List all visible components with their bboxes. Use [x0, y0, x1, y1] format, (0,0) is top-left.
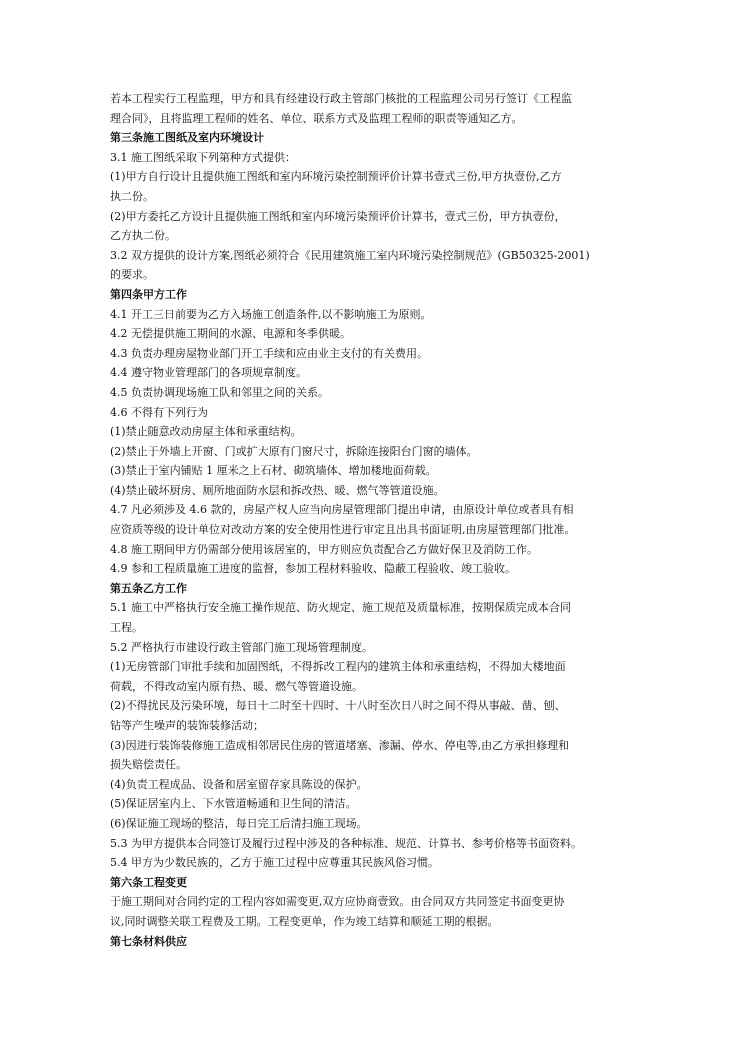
paragraph-line: 理合同》，且将监理工程师的姓名、单位、联系方式及监理工程师的职责等通知乙方。: [110, 111, 523, 125]
paragraph-line: 4.8 施工期间甲方仍需部分使用该居室的，甲方则应负责配合乙方做好保卫及消防工作。: [110, 542, 538, 556]
paragraph-line: 4.9 参和工程质量施工进度的监督，参加工程材料验收、隐蔽工程验收、竣工验收。: [110, 562, 516, 576]
paragraph-line: 4.1 开工三日前要为乙方入场施工创造条件,以不影响施工为原则。: [110, 307, 432, 321]
paragraph-line: 若本工程实行工程监理，甲方和具有经建设行政主管部门核批的工程监理公司另行签订《工程监: [110, 92, 572, 105]
paragraph-line: 应资质等级的设计单位对改动方案的安全使用性进行审定且出具书面证明,由房屋管理部门批准。: [110, 523, 576, 537]
paragraph-line: (4)负责工程成品、设备和居室留存家具陈设的保护。: [110, 777, 368, 791]
paragraph-line: (2)禁止于外墙上开窗、门或扩大原有门窗尺寸，拆除连接阳台门窗的墙体。: [110, 444, 478, 458]
paragraph-line: 4.5 负责协调现场施工队和邻里之间的关系。: [110, 385, 329, 399]
paragraph-line: 3.1 施工图纸采取下列第种方式提供：: [110, 150, 296, 164]
paragraph-line: 荷载，不得改动室内原有热、暖、燃气等管道设施。: [110, 679, 363, 693]
paragraph-line: 5.1 施工中严格执行安全施工操作规范、防火规定、施工规范及质量标准，按期保质完成本合同: [110, 601, 571, 615]
section-heading: 第六条工程变更: [110, 875, 187, 889]
paragraph-line: 4.6 不得有下列行为: [110, 405, 208, 419]
paragraph-line: 4.3 负责办理房屋物业部门开工手续和应由业主支付的有关费用。: [110, 346, 428, 360]
paragraph-line: 3.2 双方提供的设计方案,图纸必须符合《民用建筑施工室内环境污染控制规范》(GB50325-2001): [110, 248, 590, 262]
paragraph-line: 5.4 甲方为少数民族的，乙方于施工过程中应尊重其民族风俗习惯。: [110, 856, 439, 870]
paragraph-line: 5.3 为甲方提供本合同签订及履行过程中涉及的各种标准、规范、计算书、参考价格等书面资料。: [110, 836, 582, 850]
paragraph-line: (1)无房管部门审批手续和加固图纸，不得拆改工程内的建筑主体和承重结构，不得加大楼地面: [110, 660, 566, 674]
paragraph-line: 4.4 遵守物业管理部门的各项规章制度。: [110, 366, 307, 380]
section-heading: 第七条材料供应: [110, 934, 187, 948]
paragraph-line: 损失赔偿责任。: [110, 758, 187, 772]
section-heading: 第三条施工图纸及室内环境设计: [110, 131, 264, 145]
paragraph-line: 钻等产生噪声的装饰装修活动；: [110, 719, 264, 732]
paragraph-line: (2)不得扰民及污染环境，每日十二时至十四时、十八时至次日八时之间不得从事敲、凿、刨、: [110, 699, 566, 713]
paragraph-line: (1)禁止随意改动房屋主体和承重结构。: [110, 425, 302, 439]
section-heading: 第四条甲方工作: [110, 287, 187, 301]
paragraph-line: (2)甲方委托乙方设计且提供施工图纸和室内环境污染预评价计算书，壹式三份，甲方执壹份，: [110, 209, 566, 223]
paragraph-line: 4.7 凡必须涉及 4.6 款的，房屋产权人应当向房屋管理部门提出申请，由原设计单位或者具有相: [110, 503, 574, 517]
paragraph-line: 的要求。: [110, 268, 154, 282]
paragraph-line: 4.2 无偿提供施工期间的水源、电源和冬季供暖。: [110, 327, 351, 341]
paragraph-line: 5.2 严格执行市建设行政主管部门施工现场管理制度。: [110, 640, 373, 654]
paragraph-line: 工程。: [110, 621, 143, 635]
paragraph-line: 执二份。: [110, 189, 154, 203]
paragraph-line: 于施工期间对合同约定的工程内容如需变更,双方应协商壹致。由合同双方共同签定书面变更协: [110, 895, 565, 909]
paragraph-line: (3)因进行装饰装修施工造成相邻居民住房的管道堵塞、渗漏、停水、停电等,由乙方承担修理和: [110, 738, 570, 752]
document-body: [110, 89, 642, 951]
paragraph-line: (3)禁止于室内铺贴 1 厘米之上石材、砌筑墙体、增加楼地面荷载。: [110, 464, 437, 478]
paragraph-line: (5)保证居室内上、下水管道畅通和卫生间的清洁。: [110, 797, 357, 811]
paragraph-line: (4)禁止破坏厨房、厕所地面防水层和拆改热、暖、燃气等管道设施。: [110, 483, 445, 497]
paragraph-line: 议,同时调整关联工程费及工期。工程变更单，作为竣工结算和顺延工期的根据。: [110, 914, 499, 928]
paragraph-line: (6)保证施工现场的整洁，每日完工后清扫施工现场。: [110, 816, 368, 830]
paragraph-line: (1)甲方自行设计且提供施工图纸和室内环境污染控制预评价计算书壹式三份,甲方执壹份,乙方: [110, 170, 562, 184]
section-heading: 第五条乙方工作: [110, 581, 187, 595]
paragraph-line: 乙方执二份。: [110, 229, 176, 243]
